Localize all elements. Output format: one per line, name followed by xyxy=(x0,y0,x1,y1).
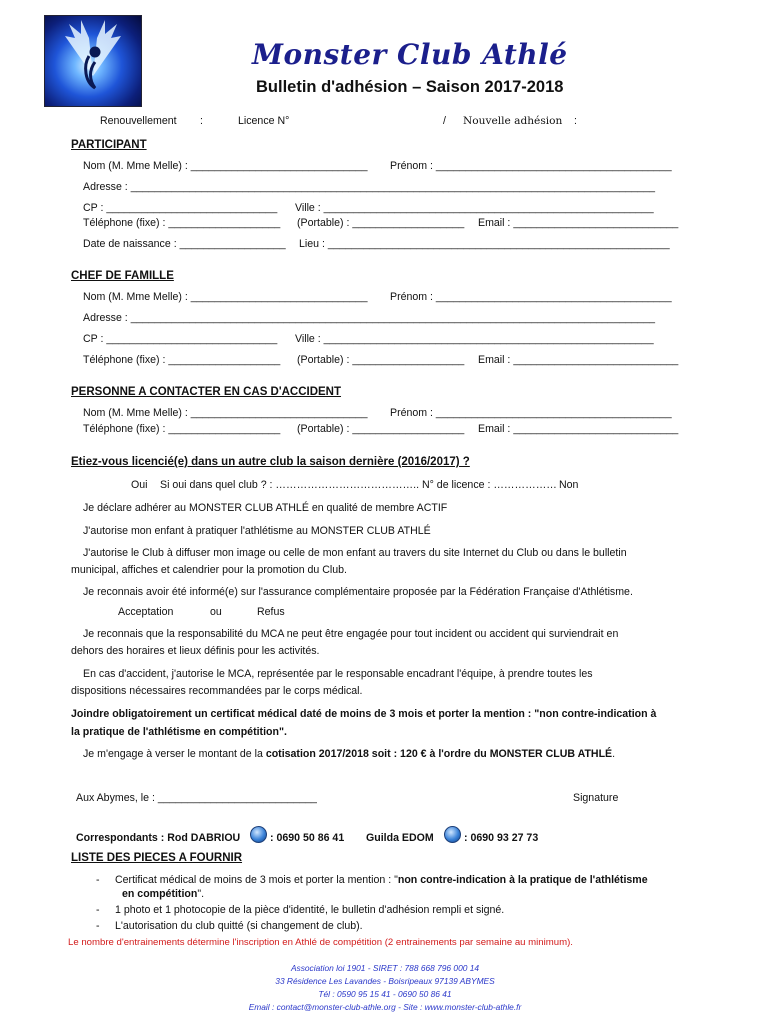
page-title: Bulletin d'adhésion – Saison 2017-2018 xyxy=(256,78,564,96)
declaration-enfant: J'autorise mon enfant à pratiquer l'athlétisme au MONSTER CLUB ATHLÉ xyxy=(83,525,431,537)
cotisation-post: . xyxy=(612,748,616,760)
piece-certificat-line2 xyxy=(122,888,204,900)
nouvelle-label: Nouvelle adhésion xyxy=(463,115,563,127)
cotisation-pre: Je m'engage à verser le montant de la xyxy=(83,748,266,760)
phone-icon xyxy=(444,826,461,843)
footer-address: 33 Résidence Les Lavandes - Boisripeaux 97139 ABYMES xyxy=(275,976,495,986)
contact-prenom-field[interactable]: Prénom : ________________________________________ xyxy=(390,407,672,419)
chef-prenom-field[interactable]: Prénom : ________________________________________ xyxy=(390,291,672,303)
oui-option[interactable]: Oui xyxy=(131,479,148,491)
piece-photo: 1 photo et 1 photocopie de la pièce d'identité, le bulletin d'adhésion rempli et signé. xyxy=(115,904,505,916)
piece-certificat xyxy=(115,874,648,886)
chef-portable-field[interactable]: (Portable) : ___________________ xyxy=(297,354,465,366)
chef-tel-fixe-field[interactable]: Téléphone (fixe) : ___________________ xyxy=(83,354,281,366)
bullet-3: - xyxy=(96,920,100,932)
declaration-assurance: Je reconnais avoir été informé(e) sur l'assurance complémentaire proposée par la Fédération Française d'Athlétisme. xyxy=(83,586,633,598)
piece-autorisation: L'autorisation du club quitté (si changement de club). xyxy=(115,920,363,932)
piece-certificat-pre: Certificat médical de moins de 3 mois et porter la mention : " xyxy=(115,874,398,886)
correspondant2-name: Guilda EDOM xyxy=(366,832,434,844)
declaration-image-line2: municipal, affiches et calendrier pour la promotion du Club. xyxy=(71,564,347,576)
declaration-accident-line1: En cas d'accident, j'autorise le MCA, représentée par le responsable encadrant l'équipe, à prendre toutes les xyxy=(83,668,593,680)
correspondants-label: Correspondants : Rod DABRIOU xyxy=(76,832,241,844)
signature-label: Signature xyxy=(573,792,619,804)
declaration-accident-line2: dispositions nécessaires recommandées par le corps médical. xyxy=(71,685,363,697)
participant-nom-field[interactable]: Nom (M. Mme Melle) : ______________________________ xyxy=(83,160,368,172)
cotisation-line xyxy=(83,748,615,760)
refus-option[interactable]: Refus xyxy=(257,606,285,618)
participant-prenom-field[interactable]: Prénom : ________________________________________ xyxy=(390,160,672,172)
acceptation-option[interactable]: Acceptation xyxy=(118,606,174,618)
declaration-responsabilite-line2: dehors des horaires et lieux définis pour les activités. xyxy=(71,645,320,657)
participant-email-field[interactable]: Email : ____________________________ xyxy=(478,217,679,229)
certificat-line2: la pratique de l'athlétisme en compétition". xyxy=(71,726,287,738)
ou-label: ou xyxy=(210,606,222,618)
participant-lieu-field[interactable]: Lieu : __________________________________________________________ xyxy=(299,238,670,250)
participant-naissance-field[interactable]: Date de naissance : __________________ xyxy=(83,238,286,250)
declaration-responsabilite-line1: Je reconnais que la responsabilité du MCA ne peut être engagée pour tout incident ou accident qui surviendrait en xyxy=(83,628,619,640)
piece-certificat-end: ". xyxy=(197,888,205,900)
chef-adresse-field[interactable]: Adresse : _________________________________________________________________________________________ xyxy=(83,312,656,324)
autre-club-question: Etiez-vous licencié(e) dans un autre club la saison dernière (2016/2017) ? xyxy=(71,456,470,468)
contact-nom-field[interactable]: Nom (M. Mme Melle) : ______________________________ xyxy=(83,407,368,419)
chef-ville-field[interactable]: Ville : ________________________________________________________ xyxy=(295,333,654,345)
participant-portable-field[interactable]: (Portable) : ___________________ xyxy=(297,217,465,229)
participant-tel-fixe-field[interactable]: Téléphone (fixe) : ___________________ xyxy=(83,217,281,229)
declaration-image-line1: J'autorise le Club à diffuser mon image ou celle de mon enfant au travers du site Internet du Club ou dans le bulletin xyxy=(83,547,627,559)
chef-heading: CHEF DE FAMILLE xyxy=(71,270,174,282)
participant-heading: PARTICIPANT xyxy=(71,139,147,151)
entrainements-note: Le nombre d'entrainements détermine l'inscription en Athlé de compétition (2 entrainements par semaine au minimum). xyxy=(68,937,573,948)
si-oui-field[interactable]: Si oui dans quel club ? : ………………………………….. N° de licence : ……………… xyxy=(160,479,557,491)
participant-adresse-field[interactable]: Adresse : _________________________________________________________________________________________ xyxy=(83,181,656,193)
chef-email-field[interactable]: Email : ____________________________ xyxy=(478,354,679,366)
chef-cp-field[interactable]: CP : _____________________________ xyxy=(83,333,278,345)
pieces-heading: LISTE DES PIECES A FOURNIR xyxy=(71,852,243,864)
declaration-membre: Je déclare adhérer au MONSTER CLUB ATHLÉ en qualité de membre ACTIF xyxy=(83,502,448,514)
correspondant2-phone: : 0690 93 27 73 xyxy=(464,832,539,844)
contact-heading: PERSONNE A CONTACTER EN CAS D'ACCIDENT xyxy=(71,386,342,398)
footer-association: Association loi 1901 - SIRET : 788 668 796 000 14 xyxy=(290,963,480,973)
cotisation-amount: cotisation 2017/2018 soit : 120 € à l'ordre du MONSTER CLUB ATHLÉ xyxy=(265,748,613,760)
nouvelle-colon: : xyxy=(574,115,577,127)
non-option[interactable]: Non xyxy=(559,479,579,491)
club-name: Monster Club Athlé xyxy=(252,38,568,71)
participant-ville-field[interactable]: Ville : ________________________________________________________ xyxy=(295,202,654,214)
piece-certificat-bold: non contre-indication à la pratique de l'athlétisme xyxy=(397,874,648,886)
bullet-2: - xyxy=(96,904,100,916)
club-logo xyxy=(44,15,142,107)
licence-label: Licence N° xyxy=(238,115,290,127)
contact-portable-field[interactable]: (Portable) : ___________________ xyxy=(297,423,465,435)
chef-nom-field[interactable]: Nom (M. Mme Melle) : ______________________________ xyxy=(83,291,368,303)
bullet-1: - xyxy=(96,874,100,886)
phone-icon xyxy=(250,826,267,843)
winged-figure-icon xyxy=(45,16,141,106)
aux-abymes-field[interactable]: Aux Abymes, le : ___________________________ xyxy=(76,792,317,804)
contact-email-field[interactable]: Email : ____________________________ xyxy=(478,423,679,435)
renouvellement-colon: : xyxy=(200,115,203,127)
correspondant1-phone: : 0690 50 86 41 xyxy=(270,832,345,844)
footer-email-site: Email : contact@monster-club-athle.org - Site : www.monster-club-athle.fr xyxy=(248,1002,522,1012)
participant-cp-field[interactable]: CP : _____________________________ xyxy=(83,202,278,214)
contact-tel-fixe-field[interactable]: Téléphone (fixe) : ___________________ xyxy=(83,423,281,435)
renouvellement-label: Renouvellement xyxy=(100,115,177,127)
footer-phone: Tél : 0590 95 15 41 - 0690 50 86 41 xyxy=(318,989,452,999)
certificat-line1: Joindre obligatoirement un certificat médical daté de moins de 3 mois et porter la mention : "non contre-indication à xyxy=(71,708,657,720)
licence-slash: / xyxy=(443,115,446,127)
piece-certificat-competition: en compétition xyxy=(122,888,198,900)
